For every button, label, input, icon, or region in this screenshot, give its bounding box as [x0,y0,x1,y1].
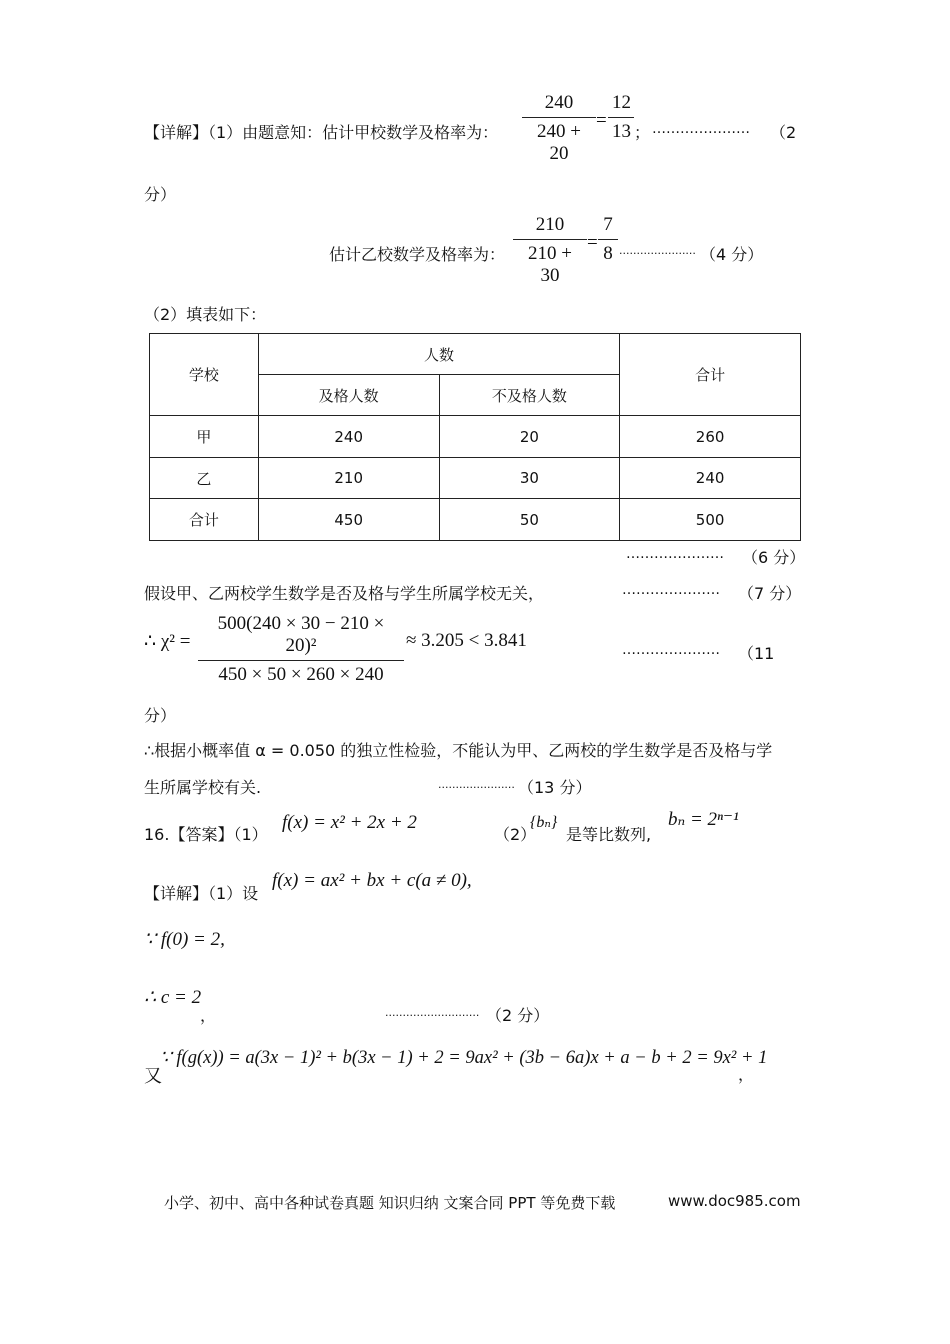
fraction-denominator: 450 × 50 × 260 × 240 [218,664,384,685]
because-statement: ∵ f(0) = 2, [144,929,225,950]
table-row [150,499,801,541]
fraction-jia-result [608,92,634,143]
answer-2-formula: bₙ = 2ⁿ⁻¹ [668,809,739,830]
comma: ， [738,1065,755,1084]
cell-total: 240 [620,458,801,499]
header-total: 合计 [620,334,801,416]
answer-2-text: 是等比数列, [566,825,652,844]
estimate-yi-label: 估计乙校数学及格率为： [329,245,506,264]
score-label-continued: 分） [144,706,177,725]
score-label: （6 分） [742,548,806,567]
chi-square-prefix: ∴ χ² = [144,631,191,652]
leader-dots: ………………… [626,546,724,562]
score-label: （2 [770,123,797,142]
cell-pass: 210 [258,458,439,499]
score-label: （4 分） [700,245,764,264]
fill-table-label: （2）填表如下： [144,305,267,324]
fraction-denominator: 210 + 30 [528,243,572,286]
composition-equation: ∵ f(g(x)) = a(3x − 1)² + b(3x − 1) + 2 = 9ax² + (3b − 6a)x + a − b + 2 = 9x² + 1 [160,1048,768,1068]
answer-2-label: （2） [494,825,537,844]
answer-label: 16.【答案】（1） [144,825,268,844]
cell-fail: 20 [439,416,620,458]
leader-dots: ………………… [622,642,720,658]
cell-fail: 50 [439,499,620,541]
header-group: 人数 [258,334,619,375]
score-label: （2 分） [486,1006,550,1025]
fraction-numerator: 500(240 × 30 − 210 × 20)² [198,613,404,661]
conclusion-line-1: ∴根据小概率值 α = 0.050 的独立性检验，不能认为甲、乙两校的学生数学是否及格与学 [144,741,773,760]
also-label: 又 [144,1066,162,1087]
equals-sign: = [587,232,598,253]
cell-total: 500 [620,499,801,541]
cell-fail: 30 [439,458,620,499]
fraction-denominator: 13 [612,121,631,142]
cell-pass: 450 [258,499,439,541]
score-label: （7 分） [738,584,802,603]
footer-url[interactable]: www.doc985.com [668,1192,801,1210]
detail-label-2: 【详解】（1）设 [144,884,259,903]
header-pass: 及格人数 [258,375,439,416]
cell-total: 260 [620,416,801,458]
leader-dots: ………………… [652,121,750,137]
header-school: 学校 [150,334,259,416]
answer-1-formula: f(x) = x² + 2x + 2 [282,812,417,833]
score-label-continued: 分） [144,185,177,204]
fraction-yi [513,214,587,287]
equals-sign: = [596,110,607,131]
contingency-table [149,333,801,541]
cell-school: 合计 [150,499,259,541]
cell-school: 甲 [150,416,259,458]
table-row [150,458,801,499]
conclusion-line-2: 生所属学校有关. [144,778,262,797]
score-label: （13 分） [518,778,592,797]
comma: ， [200,1006,217,1025]
leader-dots: ........................... [385,1006,480,1019]
therefore-statement: ∴ c = 2 [144,987,202,1008]
table-row [150,416,801,458]
cell-school: 乙 [150,458,259,499]
fraction-numerator: 210 [513,214,587,240]
header-fail: 不及格人数 [439,375,620,416]
fraction-denominator: 8 [603,243,613,264]
cell-pass: 240 [258,416,439,458]
fraction-numerator: 7 [598,214,618,240]
footer-text: 小学、初中、高中各种试卷真题 知识归纳 文案合同 PPT 等免费下载 [164,1194,616,1212]
fraction-numerator: 12 [608,92,634,118]
detail-label-1: 【详解】（1）由题意知：估计甲校数学及格率为： [144,123,499,142]
score-label: （11 [738,644,775,663]
quadratic-assumption: f(x) = ax² + bx + c(a ≠ 0), [272,870,472,891]
answer-2-set: {bₙ} [530,814,558,831]
chi-square-result: ≈ 3.205 < 3.841 [406,630,527,651]
fraction-numerator: 240 [522,92,596,118]
fraction-yi-result [598,214,618,265]
fraction-denominator: 240 + 20 [537,121,581,164]
leader-dots: ...................... [438,778,515,791]
leader-dots: ...................... [619,244,696,257]
fraction-jia [522,92,596,165]
leader-dots: ………………… [622,582,720,598]
chi-square-fraction [198,613,404,686]
semicolon: ； [634,123,651,142]
hypothesis-text: 假设甲、乙两校学生数学是否及格与学生所属学校无关， [144,584,545,603]
